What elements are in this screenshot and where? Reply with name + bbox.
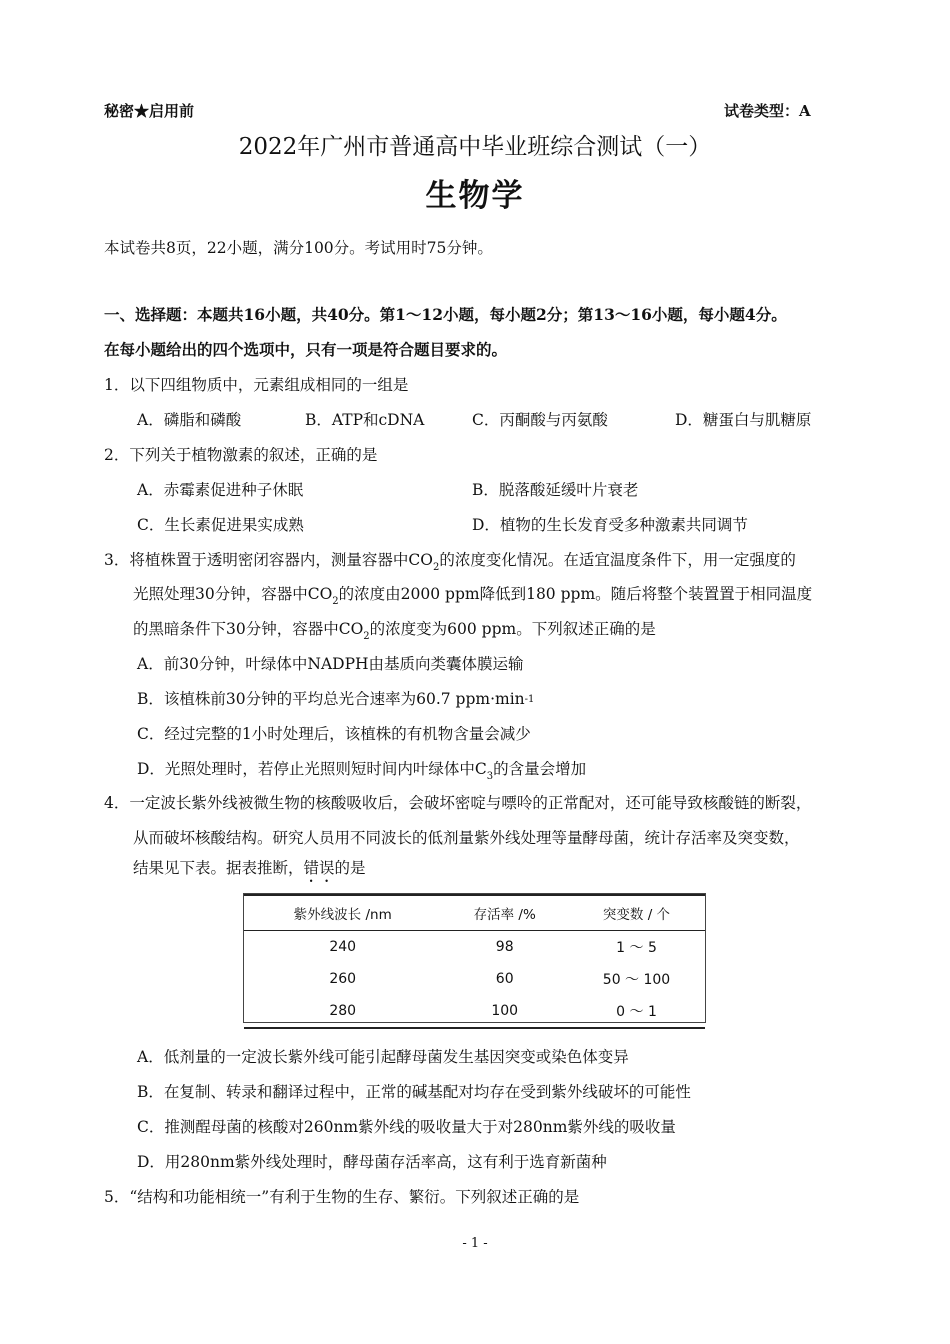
subject-title: 生物学 [425, 178, 525, 214]
column-header: 存活率 /% [441, 895, 568, 931]
text: 的浓度变化情况。在适宜温度条件下，用一定强度的 [439, 551, 796, 569]
superscript: -1 [524, 694, 535, 705]
table-cell: 260 [329, 971, 357, 987]
question-3-stem-line2 [133, 582, 813, 607]
question-2-option-a: A．赤霉素促进种子休眠 [137, 481, 304, 499]
question-4-stem-line2: 从而破坏核酸结构。研究人员用不同波长的低剂量紫外线处理等量酵母菌，统计存活率及突变数， [133, 829, 800, 847]
question-1-option-a: A．磷脂和磷酸 [137, 411, 242, 429]
text: 的浓度由2000 ppm降低到180 ppm。随后将整个装置置于相同温度 [338, 585, 813, 603]
question-3-stem-line1 [104, 548, 796, 573]
question-2-option-b: B．脱落酸延缓叶片衰老 [472, 481, 639, 499]
question-1-option-d: D．糖蛋白与肌糖原 [675, 411, 812, 429]
question-3-option-b [137, 687, 534, 709]
question-4-stem-line1: 4．一定波长紫外线被微生物的核酸吸收后，会破坏密啶与嘌呤的正常配对，还可能导致核酸链的断裂， [104, 794, 812, 812]
question-4-stem-line3 [133, 856, 366, 886]
text: 的浓度变为600 ppm。下列叙述正确的是 [369, 620, 656, 638]
table-cell: 98 [495, 939, 514, 955]
text: B．该植株前30分钟的平均总光合速率为60.7 ppm·min [137, 690, 525, 708]
table-cell: 0 ～ 1 [568, 995, 705, 1028]
paper-type-label: 试卷类型：A [724, 102, 811, 120]
table-cell: 280 [244, 995, 441, 1028]
table-cell: 100 [441, 995, 568, 1028]
exam-intro: 本试卷共8页，22小题，满分100分。考试用时75分钟。 [104, 239, 493, 257]
question-4-option-b: B．在复制、转录和翻译过程中，正常的碱基配对均存在受到紫外线破坏的可能性 [137, 1083, 691, 1101]
table-row [244, 931, 705, 964]
column-header: 紫外线波长 /nm [244, 895, 441, 931]
table-cell: 60 [495, 971, 514, 987]
table [244, 894, 705, 1029]
subscript: 2 [363, 631, 370, 642]
question-2-option-d: D．植物的生长发育受多种激素共同调节 [472, 516, 748, 534]
question-3-option-d [137, 757, 587, 782]
subscript: 3 [486, 771, 494, 782]
question-1-option-c: C．丙酮酸与丙氨酸 [472, 411, 608, 429]
text: 光照处理30分钟，容器中CO [133, 585, 333, 603]
text: D．光照处理时，若停止光照则短时间内叶绿体中C [137, 760, 487, 778]
question-5-stem: 5．“结构和功能相统一”有利于生物的生存、繁衍。下列叙述正确的是 [104, 1188, 580, 1206]
question-1-option-b: B．ATP和cDNA [305, 411, 425, 429]
question-1-stem: 1．以下四组物质中，元素组成相同的一组是 [104, 376, 409, 394]
table-cell: 1 ～ 5 [616, 940, 657, 956]
table-cell: 50 ～ 100 [602, 972, 671, 988]
question-4-option-d: D．用280nm紫外线处理时，酵母菌存活率高，这有利于选育新菌种 [137, 1153, 607, 1171]
question-2-option-c: C．生长素促进果实成熟 [137, 516, 304, 534]
question-4-option-a: A．低剂量的一定波长紫外线可能引起酵母菌发生基因突变或染色体变异 [137, 1048, 629, 1066]
page-number: - 1 - [462, 1236, 488, 1251]
confidential-label: 秘密★启用前 [104, 102, 195, 120]
text: 3．将植株置于透明密闭容器内，测量容器中CO [104, 551, 433, 569]
question-3-option-a: A．前30分钟，叶绿体中NADPH由基质向类囊体膜运输 [137, 655, 524, 673]
exam-title: 2022年广州市普通高中毕业班综合测试（一） [238, 134, 712, 160]
section-heading-line1: 一、选择题：本题共16小题，共40分。第1～12小题，每小题2分；第13～16小题，每小题4分。 [104, 305, 787, 324]
column-header: 突变数 / 个 [568, 895, 705, 931]
question-3-stem-line3 [133, 617, 656, 642]
question-2-stem: 2．下列关于植物激素的叙述，正确的是 [104, 446, 378, 464]
table-cell: 240 [329, 939, 357, 955]
text: 的是 [334, 859, 366, 877]
uv-results-table [243, 893, 706, 1023]
subscript: 2 [332, 596, 339, 607]
text: 的含量会增加 [493, 760, 587, 778]
text: 结果见下表。据表推断， [133, 859, 304, 877]
table-row [244, 963, 705, 995]
table-row [244, 995, 705, 1028]
subscript: 2 [432, 562, 440, 573]
section-heading-line2: 在每小题给出的四个选项中，只有一项是符合题目要求的。 [104, 340, 508, 359]
emphasized-text: 错误 [303, 859, 335, 877]
question-3-option-c: C．经过完整的1小时处理后，该植株的有机物含量会减少 [137, 725, 531, 743]
question-4-option-c: C．推测酲母菌的核酸对260nm紫外线的吸收量大于对280nm紫外线的吸收量 [137, 1118, 676, 1136]
text: 的黑暗条件下30分钟，容器中CO [133, 620, 364, 638]
table-header-row [244, 895, 705, 931]
